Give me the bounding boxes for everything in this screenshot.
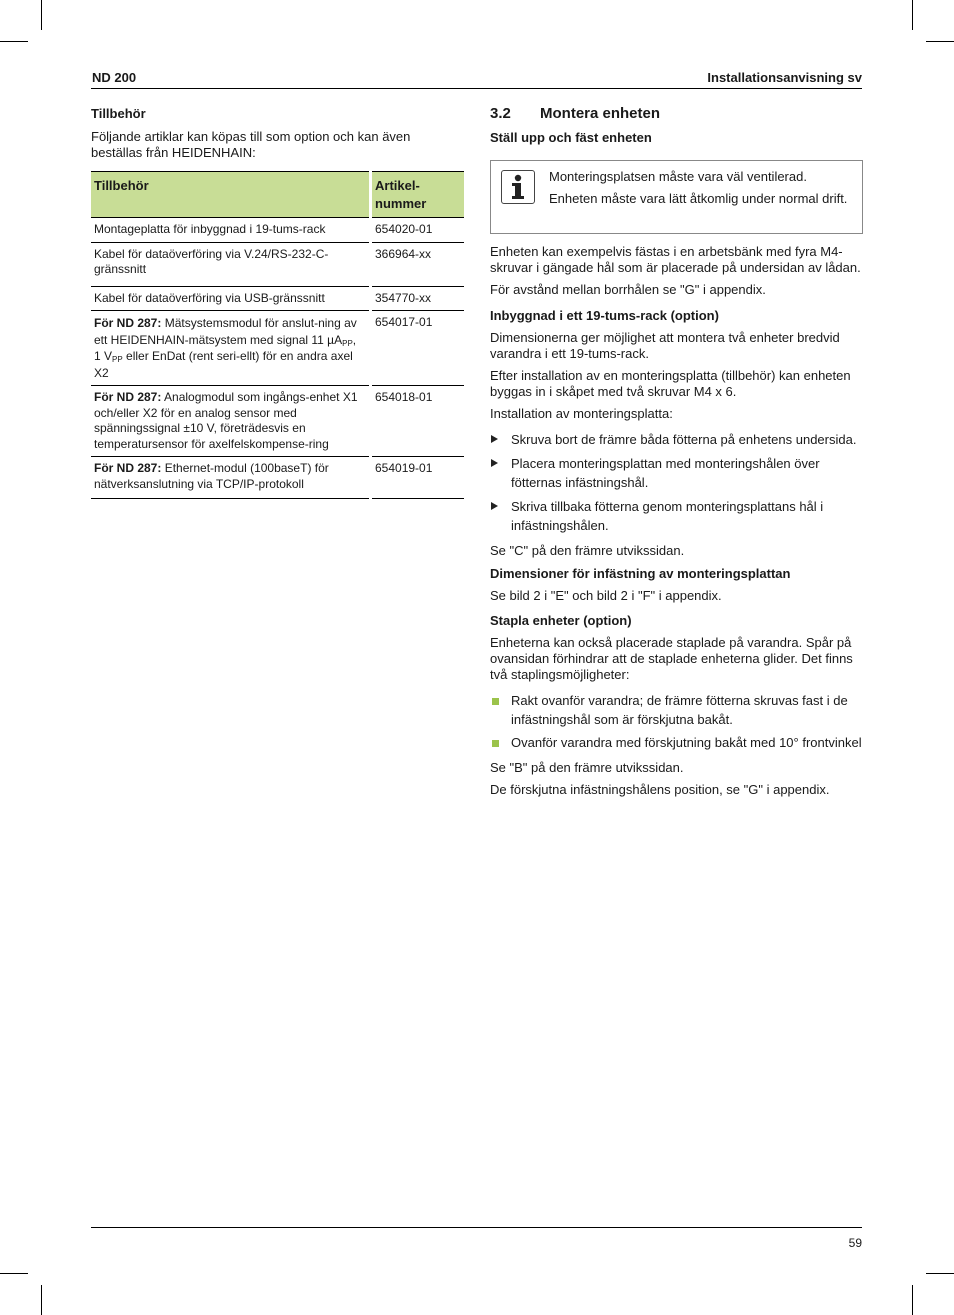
paragraph: Se bild 2 i "E" och bild 2 i "F" i appendix.	[490, 588, 722, 603]
right-column	[490, 106, 862, 798]
table-row	[91, 386, 464, 457]
paragraph: För avstånd mellan borrhålen se "G" i appendix.	[490, 282, 766, 297]
subheading-stacking: Stapla enheter (option)	[490, 613, 632, 628]
table-cell-desc: För ND 287: Mätsystemsmodul för anslut-ning av ett HEIDENHAIN-mätsystem med signal 11 µA$_{PP}$, 1 $V_{PP}$ eller EnDat (rent seri-ellt) för en andra axel X2	[91, 311, 371, 386]
footer-rule	[91, 1227, 862, 1228]
subheading-setup: Ställ upp och fäst enheten	[490, 130, 652, 145]
paragraph: Se "C" på den främre utvikssidan.	[490, 543, 685, 558]
crop-mark	[0, 1273, 28, 1274]
note-ventilation: Monteringsplatsen måste vara väl ventilerad.	[549, 169, 807, 184]
table-cell-num: 654019-01	[371, 457, 465, 499]
table-header-row	[91, 172, 464, 218]
section-title: 3.2 Montera enheten	[490, 105, 661, 122]
model-label: För ND 287:	[94, 461, 162, 475]
paragraph: Enheten kan exempelvis fästas i en arbetsbänk med fyra M4-skruvar i gängade hål som är placerade på undersidan av lådan.	[490, 244, 861, 275]
paragraph: Enheterna kan också placerade staplade på varandra. Spår på ovansidan förhindrar att de staplade enheterna glider. Det finns två staplingsmöjligheter:	[490, 635, 853, 682]
crop-mark	[926, 41, 954, 42]
bullet-square-icon	[492, 740, 499, 747]
table-row	[91, 242, 464, 286]
table-row	[91, 218, 464, 243]
paragraph: Installation av monteringsplatta:	[490, 406, 673, 421]
table-cell-num: 654018-01	[371, 386, 465, 457]
paragraph: Dimensionerna ger möjlighet att montera två enheter bredvid varandra i ett 19-tums-rack.	[490, 330, 840, 361]
table-cell-desc: Kabel för dataöverföring via V.24/RS-232-C-gränssnitt	[91, 242, 371, 286]
page-header	[91, 68, 862, 89]
subheading-rack: Inbyggnad i ett 19-tums-rack (option)	[490, 308, 719, 323]
table-cell-num: 366964-xx	[371, 242, 465, 286]
arrow-icon	[491, 502, 498, 510]
table-cell-num: 654017-01	[371, 311, 465, 386]
table-row	[91, 311, 464, 386]
list-item: Skriva tillbaka fötterna genom monteringsplattans hål i infästningshålen.	[490, 497, 862, 535]
table-cell-num: 654020-01	[371, 218, 465, 243]
table-header-article: Artikel- nummer	[371, 172, 465, 218]
table-cell-desc: Montageplatta för inbyggnad i 19-tums-rack	[91, 218, 371, 243]
accessories-table	[91, 171, 464, 499]
table-cell-desc: Kabel för dataöverföring via USB-gränssnitt	[91, 286, 371, 311]
note-access: Enheten måste vara lätt åtkomlig under normal drift.	[549, 191, 848, 206]
table-cell-desc: För ND 287: Analogmodul som ingångs-enhet X1 och/eller X2 för en analog sensor med spänningssignal ±10 V, företrädesvis en temperatursensor för axelfelskompense-ring	[91, 386, 371, 457]
info-icon	[501, 170, 535, 204]
arrow-icon	[491, 459, 498, 467]
accessories-intro: Följande artiklar kan köpas till som option och kan även beställas från HEIDENHAIN:	[91, 129, 411, 160]
list-item: Rakt ovanför varandra; de främre fötterna skruvas fast i de infästningshål som är förskjutna bakåt.	[490, 691, 862, 729]
paragraph: De förskjutna infästningshålens position, se "G" i appendix.	[490, 782, 830, 797]
info-note	[490, 160, 863, 234]
subheading-dimensions: Dimensioner för infästning av monteringsplattan	[490, 566, 791, 581]
crop-mark	[926, 1273, 954, 1274]
page-number: 59	[848, 1236, 862, 1250]
crop-mark	[912, 0, 913, 30]
left-column	[91, 106, 464, 499]
crop-mark	[41, 1285, 42, 1315]
table-row	[91, 286, 464, 311]
header-product: ND 200	[92, 70, 137, 85]
model-label: För ND 287:	[94, 390, 162, 404]
table-cell-num: 354770-xx	[371, 286, 465, 311]
list-item: Placera monteringsplattan med monteringshålen över fötternas infästningshål.	[490, 454, 862, 492]
header-doc-title: Installationsanvisning sv	[707, 70, 862, 85]
crop-mark	[912, 1285, 913, 1315]
table-row	[91, 457, 464, 499]
bullet-square-icon	[492, 698, 499, 705]
crop-mark	[41, 0, 42, 30]
paragraph: Efter installation av en monteringsplatta (tillbehör) kan enheten byggas in i skåpet med två skruvar M4 x 6.	[490, 368, 851, 399]
bullet-list	[490, 691, 862, 752]
crop-mark	[0, 41, 28, 42]
list-item: Ovanför varandra med förskjutning bakåt med 10° frontvinkel	[490, 733, 862, 752]
list-item: Skruva bort de främre båda fötterna på enhetens undersida.	[490, 430, 862, 449]
arrow-icon	[491, 435, 498, 443]
step-list	[490, 430, 862, 535]
paragraph: Se "B" på den främre utvikssidan.	[490, 760, 684, 775]
table-header-accessory: Tillbehör	[91, 172, 371, 218]
accessories-heading: Tillbehör	[91, 106, 146, 121]
table-cell-desc: För ND 287: Ethernet-modul (100baseT) för nätverksanslutning via TCP/IP-protokoll	[91, 457, 371, 499]
model-label: För ND 287:	[94, 316, 162, 330]
